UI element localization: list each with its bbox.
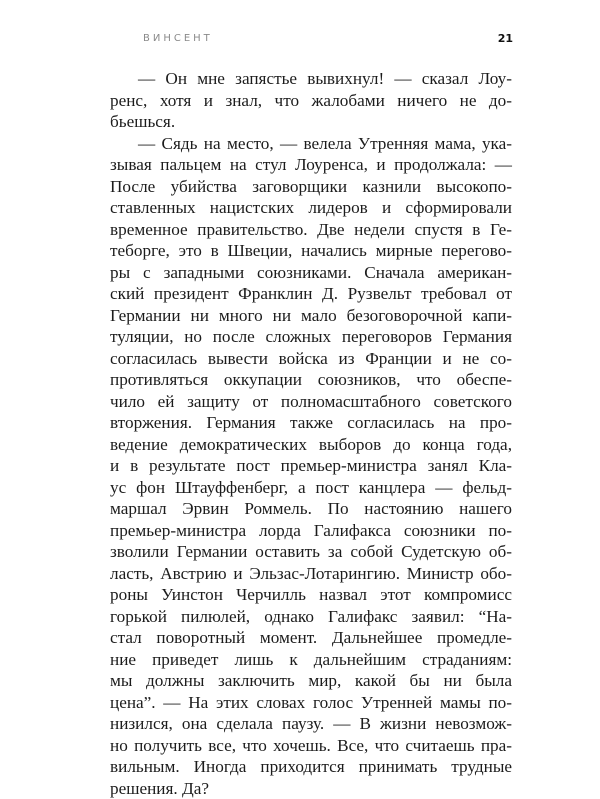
text-line: ус фон Штауффенберг, а пост канцлера — фельд- xyxy=(110,477,512,499)
text-line: временное правительство. Две недели спустя в Ге- xyxy=(110,219,512,241)
text-line: вильным. Иногда приходится принимать трудные xyxy=(110,756,512,778)
text-line: — Сядь на место, — велела Утренняя мама, ука- xyxy=(110,133,512,155)
text-line: бьешься. xyxy=(110,111,512,133)
text-line: зволили Германии оставить за собой Судетскую об- xyxy=(110,541,512,563)
text-line: мы должны заключить мир, какой бы ни была xyxy=(110,670,512,692)
running-head: ВИНСЕНТ xyxy=(143,33,213,44)
text-line: маршал Эрвин Роммель. По настоянию нашего xyxy=(110,498,512,520)
body-text xyxy=(110,68,512,799)
text-line: туляции, но после сложных переговоров Германия xyxy=(110,326,512,348)
text-line: ласть, Австрию и Эльзас-Лотарингию. Министр обо- xyxy=(110,563,512,585)
text-line: согласилась вывести войска из Франции и не со- xyxy=(110,348,512,370)
text-line: противляться оккупации союзников, что обеспе- xyxy=(110,369,512,391)
text-line: ведение демократических выборов до конца года, xyxy=(110,434,512,456)
text-line: низился, она сделала паузу. — В жизни невозмож- xyxy=(110,713,512,735)
text-line: цена”. — На этих словах голос Утренней мамы по- xyxy=(110,692,512,714)
text-line: но получить все, что хочешь. Все, что считаешь пра- xyxy=(110,735,512,757)
text-line: премьер-министра лорда Галифакса союзники по- xyxy=(110,520,512,542)
text-line: роны Уинстон Черчилль назвал этот компромисс xyxy=(110,584,512,606)
text-line: ский президент Франклин Д. Рузвельт требовал от xyxy=(110,283,512,305)
text-line: ние приведет лишь к дальнейшим страданиям: xyxy=(110,649,512,671)
text-line: зывая пальцем на стул Лоуренса, и продолжала: — xyxy=(110,154,512,176)
text-line: вторжения. Германия также согласилась на про- xyxy=(110,412,512,434)
text-line: стал поворотный момент. Дальнейшее промедле- xyxy=(110,627,512,649)
text-line: горькой пилюлей, однако Галифакс заявил: “На- xyxy=(110,606,512,628)
text-line: теборге, это в Швеции, начались мирные перегово- xyxy=(110,240,512,262)
text-line: ставленных нацистских лидеров и сформировали xyxy=(110,197,512,219)
text-line: — Он мне запястье вывихнул! — сказал Лоу- xyxy=(110,68,512,90)
text-line: ры с западными союзниками. Сначала американ- xyxy=(110,262,512,284)
text-line: и в результате пост премьер-министра занял Кла- xyxy=(110,455,512,477)
text-line: решения. Да? xyxy=(110,778,512,799)
text-line: После убийства заговорщики казнили высокопо- xyxy=(110,176,512,198)
text-line: чило ей защиту от полномасштабного советского xyxy=(110,391,512,413)
text-line: Германии ни много ни мало безоговорочной капи- xyxy=(110,305,512,327)
text-line: ренс, хотя и знал, что жалобами ничего не до- xyxy=(110,90,512,112)
page-number: 21 xyxy=(498,32,513,45)
